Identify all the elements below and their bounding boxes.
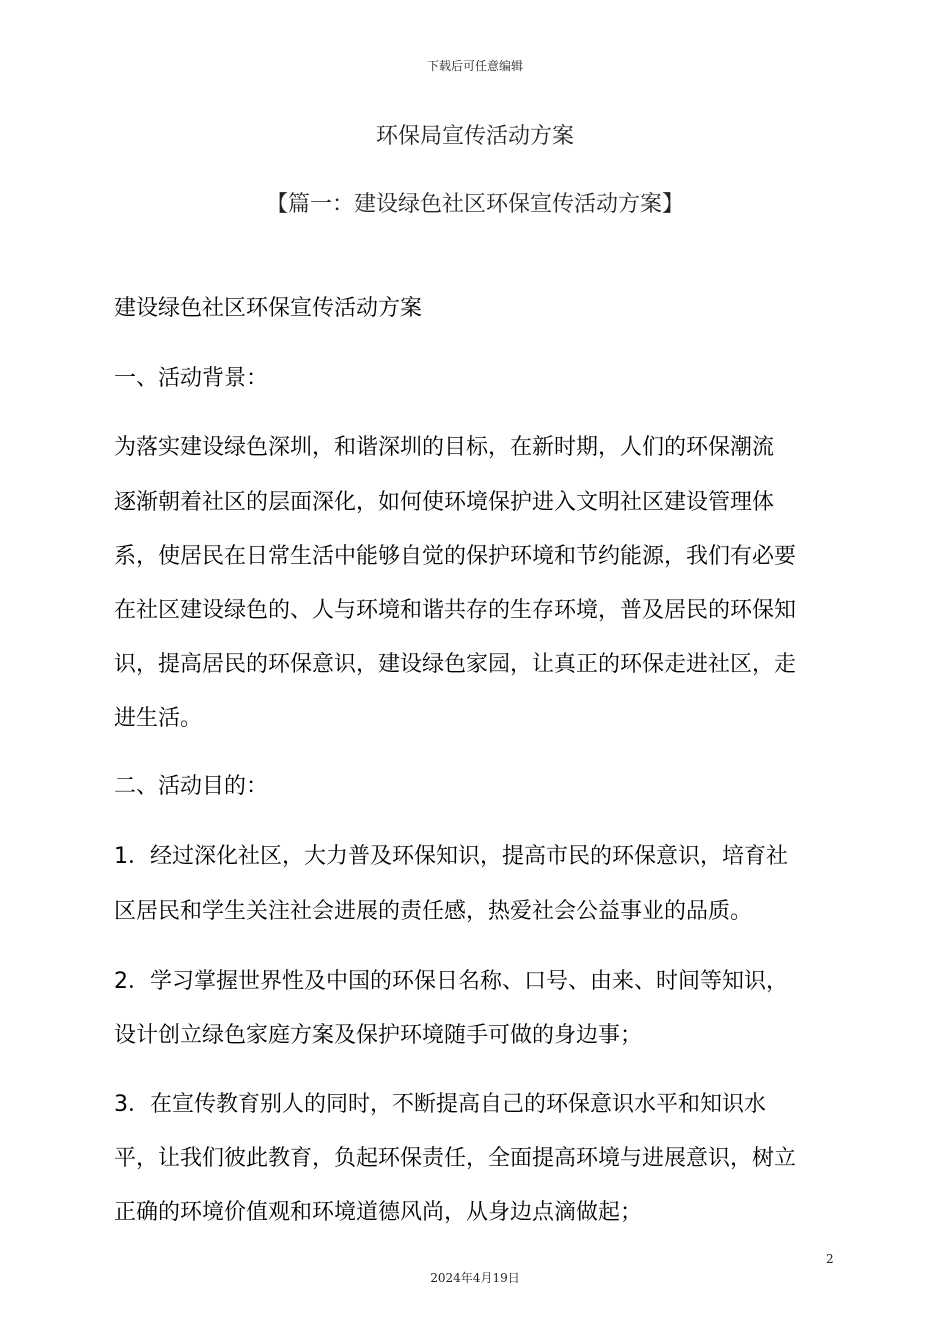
body-line: 正确的环境价值观和环境道德风尚，从身边点滴做起；	[114, 1200, 643, 1225]
page-number: 2	[826, 1252, 834, 1266]
body-line: 2．学习掌握世界性及中国的环保日名称、口号、由来、时间等知识，	[114, 969, 788, 994]
document-title: 环保局宣传活动方案	[375, 124, 574, 149]
section-title: 【篇一：建设绿色社区环保宣传活动方案】	[265, 192, 684, 217]
body-line: 在社区建设绿色的、人与环境和谐共存的生存环境，普及居民的环保知	[114, 598, 797, 623]
page-header: 下载后可任意编辑	[426, 59, 523, 73]
body-line: 设计创立绿色家庭方案及保护环境随手可做的身边事；	[114, 1023, 643, 1048]
footer-date: 2024年4月19日	[430, 1271, 520, 1285]
body-line: 为落实建设绿色深圳，和谐深圳的目标，在新时期，人们的环保潮流	[114, 435, 775, 460]
body-line: 识，提高居民的环保意识，建设绿色家园，让真正的环保走进社区，走	[114, 652, 797, 677]
body-line: 逐渐朝着社区的层面深化，如何使环境保护进入文明社区建设管理体	[114, 490, 775, 515]
body-line: 1．经过深化社区，大力普及环保知识，提高市民的环保意识，培育社	[114, 844, 788, 869]
body-line: 建设绿色社区环保宣传活动方案	[114, 296, 423, 321]
body-line: 3．在宣传教育别人的同时，不断提高自己的环保意识水平和知识水	[114, 1092, 766, 1117]
body-line: 进生活。	[114, 706, 203, 731]
body-line: 区居民和学生关注社会进展的责任感，热爱社会公益事业的品质。	[114, 899, 753, 924]
body-line: 一、活动背景：	[114, 366, 269, 391]
body-line: 平，让我们彼此教育，负起环保责任，全面提高环境与进展意识，树立	[114, 1146, 797, 1171]
body-line: 系，使居民在日常生活中能够自觉的保护环境和节约能源，我们有必要	[114, 544, 797, 569]
body-line: 二、活动目的：	[114, 774, 269, 799]
